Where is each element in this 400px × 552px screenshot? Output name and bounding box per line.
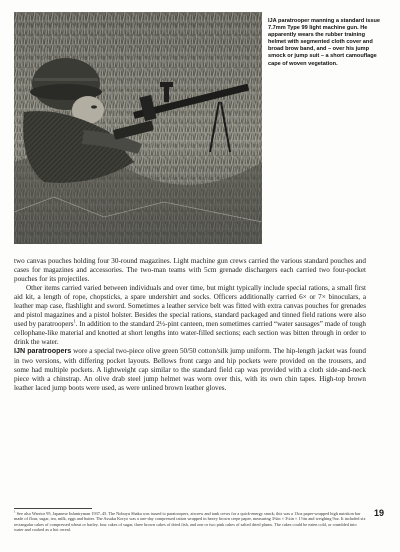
footnote-divider <box>14 508 92 509</box>
photo-image <box>14 12 262 244</box>
paragraph-2 <box>14 284 366 347</box>
photo-caption: IJA paratrooper manning a standard issue 7.7mm Type 99 light machine gun. He apparently wears the rubber training helmet with segmented cloth cover and broad brow band, and – over his jump smock or jump suit – a short camouflage cape of woven vegetation. <box>268 18 381 67</box>
footnote <box>14 511 366 532</box>
footnote-mark: 1 <box>14 509 16 514</box>
page-number: 19 <box>373 508 384 518</box>
footnote-reference: 1 <box>73 318 76 324</box>
paragraph-3 <box>14 347 366 392</box>
paragraph-1: two canvas pouches holding four 30-round magazines. Light machine gun crews carried the various standard pouches and cases for magazines and accessories. The two-man teams with 5cm grenade dischargers each carried two four-pocket pouches for its projectiles. <box>14 257 366 284</box>
footnote-text: See also Warrior 95, Japanese Infantryman 1937–45. The Nobuyu Shaku was issued to paratroopers, aircrew and tank crews for a quick-energy snack; this was a 13oz paper-wrapped high nutrition bar made of flour, sugar, tea, milk, eggs and butter. The Assaku Koryo was a one-day compressed ration wrapped in heavy brown crepe paper, measuring 3¾in × 3¼in × 1½in and weighing 9oz. It included six rectangular cakes of compressed wheat or barley, four cakes of sugar, three brown cakes of dried fish, and one or two pink cakes of salted dried plums. The cakes could be eaten cold, or crumbled into water and cooked as a hot cereal. <box>14 511 366 532</box>
article-body <box>14 257 366 393</box>
paratrooper-photo <box>14 12 262 244</box>
paragraph-2-text: Other items carried varied between individuals and over time, but might typically include special rations, a small first aid kit, a length of rope, chopsticks, a spare undershirt and socks. Officers additionally carried 6× or 7× binoculars, a leather map case, flashlight and sword. Sometimes a leather service belt was fitted with extra canvas pouches for grenades and pistol magazines and a pistol holster. Besides the special rations, standard packaged and tinned field rations were also used by paratroopers <box>14 284 366 329</box>
paragraph-3-text: wore a special two-piece olive green 50/50 cotton/silk jump uniform. The hip-length jacket was found in two versions, with differing pocket layouts. Bellows front cargo and hip pockets were provided on the trousers, and some had multiple pockets. A lightweight cap similar to the standard field cap was provided with a cloth side-and-neck piece with a chinstrap. An olive drab steel jump helmet was worn over this, with its own chin tapes. High-top brown leather laced jump boots were used, as were unlined brown leather gloves. <box>14 347 366 392</box>
section-lead-ijn: IJN paratroopers <box>14 347 72 356</box>
paragraph-2-continued: . In addition to the standard 2½-pint canteen, men sometimes carried “water sausages” made of tough cellophane-like material and knotted at short lengths into water-filled sections; each section was bitten through in order to drink the water. <box>14 320 366 347</box>
